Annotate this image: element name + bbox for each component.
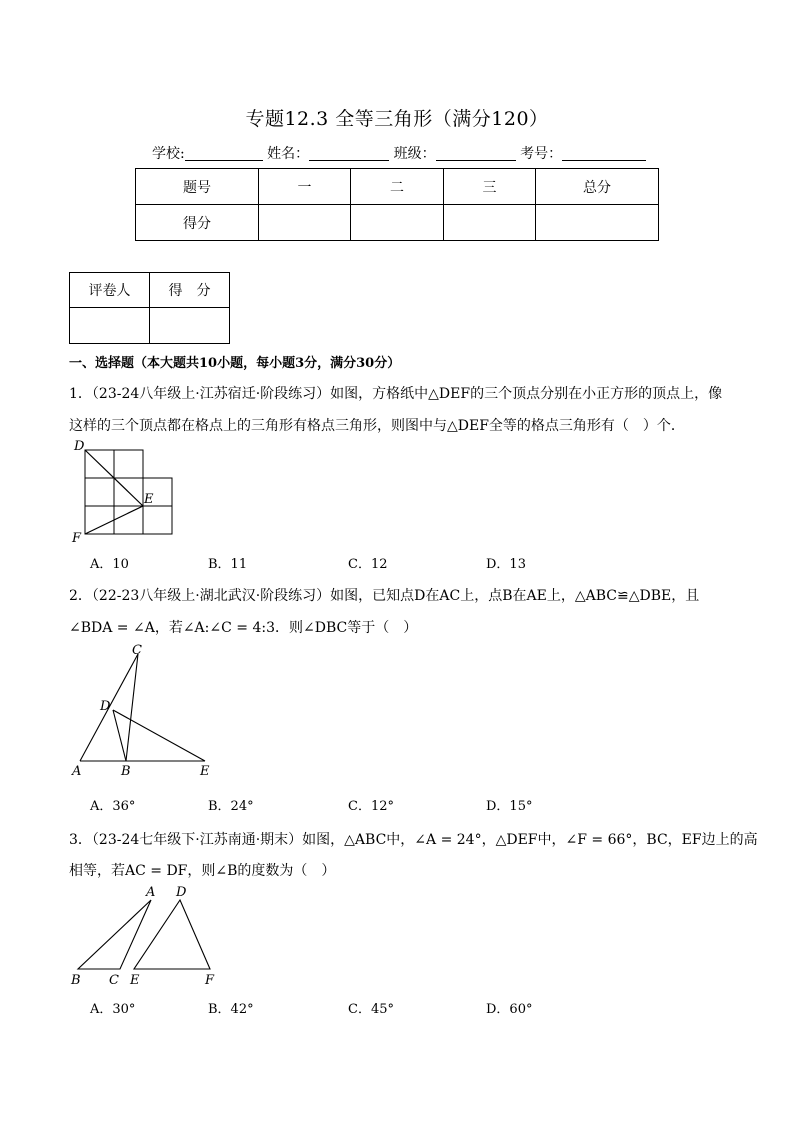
q2-label-e: E (200, 764, 210, 779)
option-b[interactable]: B．24° (208, 799, 254, 814)
score-header-cell: 一 (259, 169, 351, 205)
question-2-line-1: 2．（22-23八年级上·湖北武汉·阶段练习）如图，已知点D在AC上，点B在AE上，△ABC≌△DBE，且 (69, 588, 700, 604)
q2-label-a: A (72, 764, 82, 779)
exam-no-blank[interactable] (562, 146, 646, 161)
score-header-cell: 总分 (536, 169, 659, 205)
q1-label-d: D (74, 439, 85, 454)
class-label: 班级： (393, 146, 436, 162)
q2-label-d: D (100, 699, 111, 714)
option-a[interactable]: A．30° (90, 1002, 136, 1017)
q3-label-d: D (176, 885, 187, 900)
score-header-cell: 题号 (136, 169, 259, 205)
q3-label-b: B (71, 973, 81, 988)
q1-label-f: F (72, 531, 82, 546)
option-c[interactable]: C．45° (348, 1002, 394, 1017)
option-c[interactable]: C．12 (348, 557, 388, 572)
option-b[interactable]: B．42° (208, 1002, 254, 1017)
student-info-line (152, 143, 646, 163)
option-a[interactable]: A．10 (90, 557, 129, 572)
q3-label-a: A (146, 885, 156, 900)
class-blank[interactable] (436, 146, 516, 161)
score-header-cell: 二 (351, 169, 444, 205)
score-table-row (136, 205, 659, 241)
question-2-triangle-figure (66, 640, 226, 780)
question-1-grid-figure (70, 436, 180, 546)
school-blank[interactable] (185, 146, 263, 161)
grader-table (69, 272, 230, 344)
score-cell[interactable] (259, 205, 351, 241)
score-cell[interactable] (351, 205, 444, 241)
q3-label-e: E (130, 973, 140, 988)
score-cell[interactable] (444, 205, 536, 241)
q2-label-b: B (121, 764, 131, 779)
q3-label-f: F (205, 973, 215, 988)
q2-label-c: C (132, 643, 142, 658)
school-label: 学校: (152, 146, 185, 162)
name-label: 姓名： (267, 146, 310, 162)
option-d[interactable]: D．60° (486, 1002, 533, 1017)
question-2-line-2: ∠BDA = ∠A，若∠A:∠C = 4:3．则∠DBC等于（ ） (69, 620, 418, 636)
score-cell[interactable] (536, 205, 659, 241)
option-d[interactable]: D．15° (486, 799, 533, 814)
page-title: 专题12.3 全等三角形（满分120） (245, 108, 549, 130)
question-1-line-1: 1．（23-24八年级上·江苏宿迁·阶段练习）如图，方格纸中△DEF的三个顶点分别在小正方形的顶点上，像 (69, 386, 723, 402)
grader-score-cell[interactable] (150, 308, 230, 344)
score-row-label: 得分 (136, 205, 259, 241)
question-1-line-2: 这样的三个顶点都在格点上的三角形有格点三角形，则图中与△DEF全等的格点三角形有（ ）个． (69, 418, 685, 434)
option-d[interactable]: D．13 (486, 557, 526, 572)
grader-label: 评卷人 (70, 273, 150, 308)
question-3-line-2: 相等，若AC = DF，则∠B的度数为（ ） (69, 863, 336, 879)
q3-label-c: C (109, 973, 119, 988)
question-3-triangles-figure (66, 880, 226, 990)
q1-label-e: E (144, 492, 154, 507)
option-c[interactable]: C．12° (348, 799, 394, 814)
name-blank[interactable] (309, 146, 389, 161)
score-table (135, 168, 659, 241)
grader-score-label: 得 分 (150, 273, 230, 308)
question-3-line-1: 3．（23-24七年级下·江苏南通·期末）如图，△ABC中，∠A = 24°，△DEF中，∠F = 66°，BC，EF边上的高 (69, 832, 758, 848)
score-header-cell: 三 (444, 169, 536, 205)
exam-no-label: 考号： (520, 146, 563, 162)
section-title: 一、选择题（本大题共10小题，每小题3分，满分30分） (69, 356, 401, 371)
option-a[interactable]: A．36° (90, 799, 136, 814)
option-b[interactable]: B．11 (208, 557, 248, 572)
grader-cell[interactable] (70, 308, 150, 344)
score-table-header-row (136, 169, 659, 205)
